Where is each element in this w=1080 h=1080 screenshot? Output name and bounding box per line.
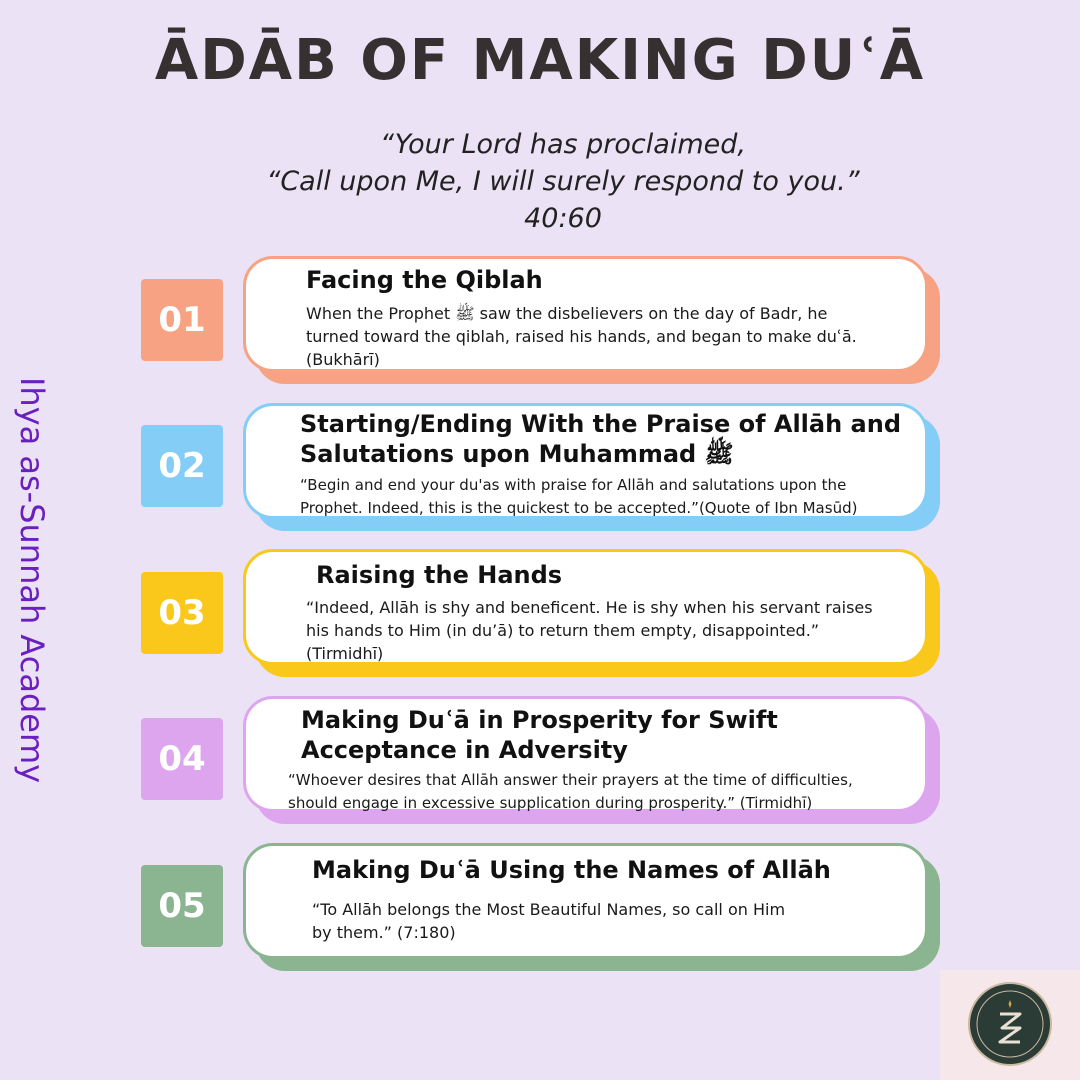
card-body bbox=[300, 474, 857, 520]
card-body-line: by them.” (7:180) bbox=[312, 923, 456, 942]
item-number-02: 02 bbox=[141, 425, 223, 507]
card-panel bbox=[243, 403, 928, 519]
card-body-line: “To Allāh belongs the Most Beautiful Names, so call on Him bbox=[312, 900, 786, 919]
card-panel bbox=[243, 549, 928, 665]
adab-card-names-of-allah bbox=[243, 843, 940, 971]
card-panel bbox=[243, 696, 928, 812]
card-body bbox=[306, 302, 857, 371]
card-title bbox=[301, 705, 778, 765]
card-title bbox=[316, 560, 562, 590]
quote-line: “Your Lord has proclaimed, bbox=[380, 129, 746, 160]
card-panel bbox=[243, 843, 928, 959]
logo-emblem-icon bbox=[970, 984, 1050, 1064]
card-title-line: Starting/Ending With the Praise of Allāh and bbox=[300, 410, 902, 438]
card-body bbox=[306, 596, 873, 665]
card-title-line: Making Duʿā in Prosperity for Swift bbox=[301, 706, 778, 734]
card-body-line: “Begin and end your du'as with praise for Allāh and salutations upon the bbox=[300, 476, 847, 494]
card-body bbox=[312, 898, 785, 944]
academy-logo-icon bbox=[968, 982, 1052, 1066]
adab-card-praise-salutations bbox=[243, 403, 940, 531]
card-panel bbox=[243, 256, 928, 372]
adab-card-facing-qiblah bbox=[243, 256, 940, 384]
item-number-03: 03 bbox=[141, 572, 223, 654]
card-body-line: “Whoever desires that Allāh answer their prayers at the time of difficulties, bbox=[288, 771, 853, 789]
page-title: ĀDĀB OF MAKING DUʿĀ bbox=[154, 28, 926, 93]
card-body bbox=[288, 769, 853, 815]
card-body-line: “Indeed, Allāh is shy and beneficent. He is shy when his servant raises bbox=[306, 598, 873, 617]
academy-name: Ihya as-Sunnah Academy bbox=[13, 376, 51, 784]
card-title bbox=[300, 409, 901, 469]
quote-reference: 40:60 bbox=[524, 203, 602, 234]
card-title-line: Making Duʿā Using the Names of Allāh bbox=[312, 856, 831, 884]
card-title bbox=[306, 265, 543, 295]
card-body-line: (Tirmidhī) bbox=[306, 644, 384, 663]
card-title bbox=[312, 855, 831, 885]
card-body-line: Prophet. Indeed, this is the quickest to be accepted.”(Quote of Ibn Masūd) bbox=[300, 499, 858, 517]
adab-card-prosperity bbox=[243, 696, 940, 824]
card-body-line: (Bukhārī) bbox=[306, 350, 380, 369]
card-title-line: Raising the Hands bbox=[316, 561, 563, 589]
quote-line: “Call upon Me, I will surely respond to you.” bbox=[266, 166, 860, 197]
item-number-04: 04 bbox=[141, 718, 223, 800]
item-number-05: 05 bbox=[141, 865, 223, 947]
card-body-line: When the Prophet ﷺ saw the disbelievers on the day of Badr, he bbox=[306, 304, 828, 323]
card-body-line: should engage in excessive supplication during prosperity.” (Tirmidhī) bbox=[288, 794, 813, 812]
quran-quote bbox=[0, 126, 1080, 237]
item-number-01: 01 bbox=[141, 279, 223, 361]
card-title-line: Acceptance in Adversity bbox=[301, 736, 628, 764]
adab-card-raising-hands bbox=[243, 549, 940, 677]
logo-area bbox=[940, 970, 1080, 1080]
card-title-line: Facing the Qiblah bbox=[306, 266, 543, 294]
card-title-line: Salutations upon Muhammad ﷺ bbox=[300, 440, 734, 468]
card-body-line: his hands to Him (in du’ā) to return them empty, disappointed.” bbox=[306, 621, 820, 640]
card-body-line: turned toward the qiblah, raised his hands, and began to make duʿā. bbox=[306, 327, 857, 346]
